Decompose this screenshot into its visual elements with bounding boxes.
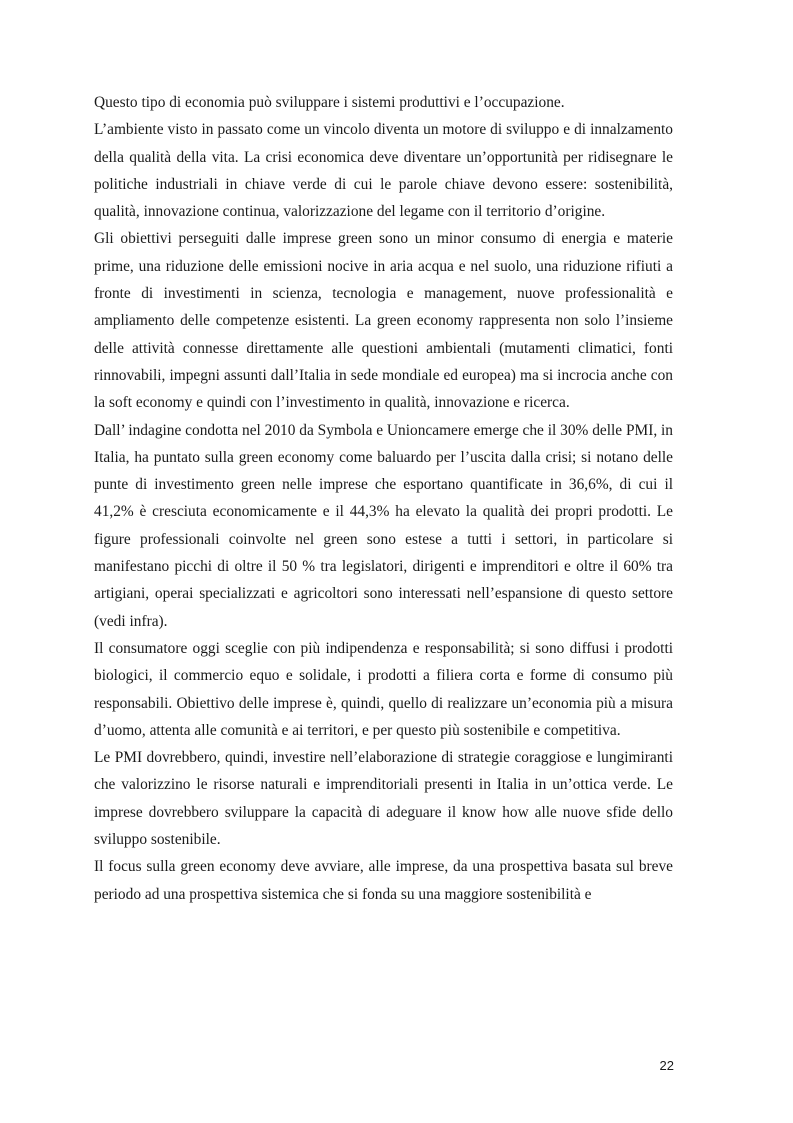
page-number: 22 [659, 1058, 674, 1073]
paragraph-4: Dall’ indagine condotta nel 2010 da Symbola e Unioncamere emerge che il 30% delle PMI, in Italia, ha puntato sulla green economy come baluardo per l’uscita dalla crisi; si notano delle punte di investimento green nelle imprese che esportano quantificate in 36,6%, di cui il 41,2% è cresciuta economicamente e il 44,3% ha elevato la qualità dei propri prodotti. Le figure professionali coinvolte nel green sono estese a tutti i settori, in particolare si manifestano picchi di oltre il 50 % tra legislatori, dirigenti e imprenditori e oltre il 60% tra artigiani, operai specializzati e agricoltori sono interessati nell’espansione di questo settore (vedi infra). [94, 421, 673, 630]
paragraph-1: Questo tipo di economia può sviluppare i sistemi produttivi e l’occupazione. [94, 94, 565, 111]
body-text [94, 89, 673, 908]
paragraph-7: Il focus sulla green economy deve avviare, alle imprese, da una prospettiva basata sul breve periodo ad una prospettiva sistemica che si fonda su una maggiore sostenibilità e [94, 858, 673, 903]
paragraph-3: Gli obiettivi perseguiti dalle imprese green sono un minor consumo di energia e materie prime, una riduzione delle emissioni nocive in aria acqua e nel suolo, una riduzione rifiuti a fronte di investimenti in scienza, tecnologia e management, nuove professionalità e ampliamento delle competenze esistenti. La green economy rappresenta non solo l’insieme delle attività connesse direttamente alle questioni ambientali (mutamenti climatici, fonti rinnovabili, impegni assunti dall’Italia in sede mondiale ed europea) ma si incrocia anche con la soft economy e quindi con l’investimento in qualità, innovazione e ricerca. [94, 230, 673, 412]
paragraph-2: L’ambiente visto in passato come un vincolo diventa un motore di sviluppo e di innalzamento della qualità della vita. La crisi economica deve diventare un’opportunità per ridisegnare le politiche industriali in chiave verde di cui le parole chiave devono essere: sostenibilità, qualità, innovazione continua, valorizzazione del legame con il territorio d’origine. [94, 121, 673, 221]
paragraph-5: Il consumatore oggi sceglie con più indipendenza e responsabilità; si sono diffusi i prodotti biologici, il commercio equo e solidale, i prodotti a filiera corta e forme di consumo più responsabili. Obiettivo delle imprese è, quindi, quello di realizzare un’economia più a misura d’uomo, attenta alle comunità e ai territori, e per questo più sostenibile e competitiva. [94, 639, 673, 739]
paragraph-6: Le PMI dovrebbero, quindi, investire nell’elaborazione di strategie coraggiose e lungimiranti che valorizzino le risorse naturali e imprenditoriali presenti in Italia in un’ottica verde. Le imprese dovrebbero sviluppare la capacità di adeguare il know how alle nuove sfide dello sviluppo sostenibile. [94, 749, 673, 849]
